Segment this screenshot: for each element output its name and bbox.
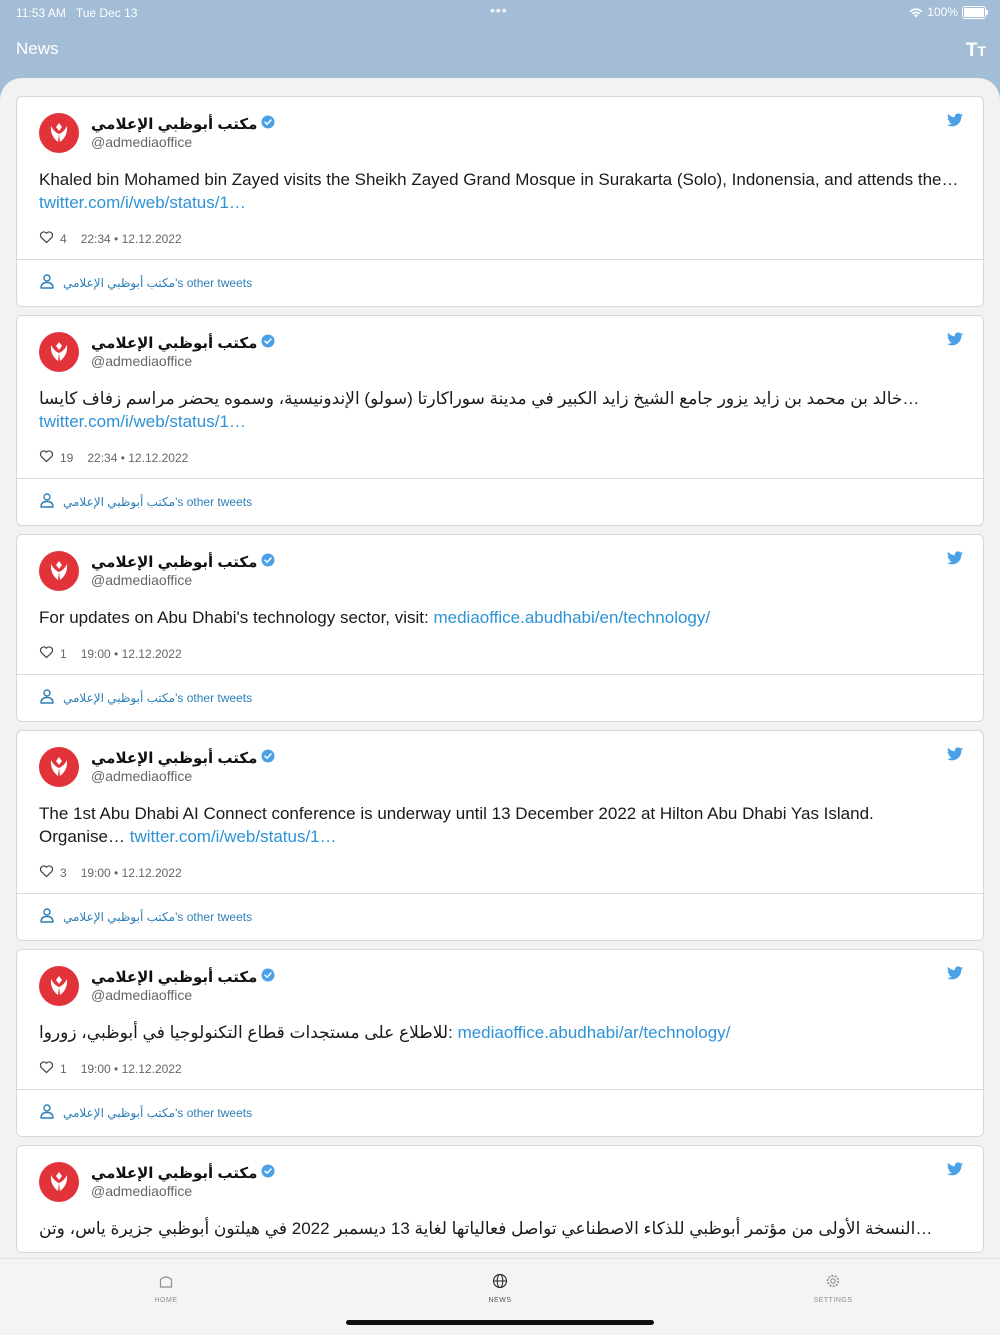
other-tweets-button[interactable] <box>17 259 983 306</box>
other-tweets-label: مكتب أبوظبي الإعلامي's other tweets <box>63 275 253 290</box>
tweet-text <box>39 1217 961 1240</box>
person-icon <box>39 492 55 511</box>
author-handle: @admediaoffice <box>91 768 193 785</box>
twitter-bird-icon[interactable] <box>947 966 963 985</box>
status-indicators <box>909 5 986 19</box>
content-sheet <box>0 78 1000 1334</box>
tweet-body[interactable] <box>17 535 983 674</box>
tweet-card[interactable] <box>16 534 984 722</box>
verified-badge-icon <box>261 968 275 987</box>
tweet-header <box>39 747 961 787</box>
battery-icon <box>962 6 986 19</box>
like-count: 19 <box>60 450 74 465</box>
author-handle: @admediaoffice <box>91 353 193 370</box>
like-count: 1 <box>60 1061 67 1076</box>
verified-badge-icon <box>261 1164 275 1183</box>
heart-outline-icon[interactable] <box>39 230 54 247</box>
tweet-meta <box>39 1060 961 1077</box>
tweet-timestamp: 19:00 • 12.12.2022 <box>80 865 182 880</box>
tweet-card[interactable] <box>16 730 984 941</box>
nav-bar <box>0 26 1000 78</box>
author-handle: @admediaoffice <box>91 1183 193 1200</box>
author-name: مكتب أبوظبي الإعلامي <box>91 968 275 987</box>
other-tweets-label: مكتب أبوظبي الإعلامي's other tweets <box>63 1105 253 1120</box>
tweet-link[interactable]: mediaoffice.abudhabi/ar/technology/ <box>457 1023 731 1042</box>
heart-outline-icon[interactable] <box>39 1060 54 1077</box>
battery-percent: 100% <box>927 5 958 19</box>
heart-outline-icon[interactable] <box>39 645 54 662</box>
author-handle: @admediaoffice <box>91 572 193 589</box>
wifi-icon <box>909 7 923 18</box>
other-tweets-button[interactable] <box>17 1089 983 1136</box>
tweet-text <box>39 1021 961 1044</box>
twitter-bird-icon[interactable] <box>947 551 963 570</box>
avatar[interactable] <box>39 113 79 153</box>
other-tweets-button[interactable] <box>17 893 983 940</box>
tweet-link[interactable]: twitter.com/i/web/status/1… <box>39 193 246 212</box>
tweet-meta <box>39 864 961 881</box>
tweet-header <box>39 966 961 1006</box>
person-icon <box>39 1103 55 1122</box>
gear-icon <box>825 1273 841 1289</box>
tab-settings[interactable] <box>773 1273 893 1304</box>
twitter-bird-icon[interactable] <box>947 747 963 766</box>
tweet-timestamp: 19:00 • 12.12.2022 <box>80 646 182 661</box>
verified-badge-icon <box>261 553 275 572</box>
tweet-text-content: For updates on Abu Dhabi's technology sector, visit: <box>39 608 429 627</box>
tweet-text-content: The 1st Abu Dhabi AI Connect conference is underway until 13 December 2022 at Hilton Abu Dhabi Yas Island. Organise… <box>39 804 874 846</box>
tweet-card[interactable] <box>16 315 984 526</box>
tweet-link[interactable]: mediaoffice.abudhabi/en/technology/ <box>433 608 711 627</box>
author-block <box>91 334 275 370</box>
other-tweets-label: مكتب أبوظبي الإعلامي's other tweets <box>63 909 253 924</box>
verified-badge-icon <box>261 115 275 134</box>
page-title: News <box>16 39 59 58</box>
tweet-header <box>39 1162 961 1202</box>
tweet-body[interactable] <box>17 950 983 1089</box>
tweet-text <box>39 606 961 629</box>
tab-home[interactable] <box>106 1273 226 1304</box>
tweet-header <box>39 551 961 591</box>
tweet-text-content: خالد بن محمد بن زايد يزور جامع الشيخ زايد الكبير في مدينة سوراكارتا (سولو) الإندونيسية، وسموه يحضر مراسم زفاف كايسا… <box>39 389 920 408</box>
heart-outline-icon[interactable] <box>39 449 54 466</box>
author-name: مكتب أبوظبي الإعلامي <box>91 334 275 353</box>
tweet-text <box>39 387 961 433</box>
tweet-meta <box>39 449 961 466</box>
status-bar <box>0 0 1000 26</box>
like-count: 4 <box>60 231 67 246</box>
other-tweets-button[interactable] <box>17 674 983 721</box>
heart-outline-icon[interactable] <box>39 864 54 881</box>
tweet-card[interactable] <box>16 1145 984 1253</box>
twitter-bird-icon[interactable] <box>947 1162 963 1181</box>
tweet-text-content: Khaled bin Mohamed bin Zayed visits the Sheikh Zayed Grand Mosque in Surakarta (Solo), Indonensia, and attends the… <box>39 170 959 189</box>
author-name: مكتب أبوظبي الإعلامي <box>91 115 275 134</box>
author-name: مكتب أبوظبي الإعلامي <box>91 553 275 572</box>
avatar[interactable] <box>39 747 79 787</box>
avatar[interactable] <box>39 332 79 372</box>
like-count: 3 <box>60 865 67 880</box>
tab-news-label: NEWS <box>488 1297 512 1304</box>
author-handle: @admediaoffice <box>91 987 193 1004</box>
tweet-text <box>39 802 961 848</box>
avatar[interactable] <box>39 966 79 1006</box>
person-icon <box>39 688 55 707</box>
other-tweets-label: مكتب أبوظبي الإعلامي's other tweets <box>63 690 253 705</box>
tweet-timestamp: 22:34 • 12.12.2022 <box>87 450 189 465</box>
author-handle: @admediaoffice <box>91 134 193 151</box>
other-tweets-label: مكتب أبوظبي الإعلامي's other tweets <box>63 494 253 509</box>
tab-settings-label: SETTINGS <box>813 1297 853 1304</box>
person-icon <box>39 273 55 292</box>
author-name: مكتب أبوظبي الإعلامي <box>91 1164 275 1183</box>
author-block <box>91 749 275 785</box>
tweet-header <box>39 113 961 153</box>
author-block <box>91 553 275 589</box>
tweet-card[interactable] <box>16 96 984 307</box>
author-block <box>91 968 275 1004</box>
tab-news[interactable] <box>440 1273 560 1304</box>
home-indicator[interactable] <box>346 1320 654 1325</box>
other-tweets-button[interactable] <box>17 478 983 525</box>
verified-badge-icon <box>261 334 275 353</box>
tweet-text-content: للاطلاع على مستجدات قطاع التكنولوجيا في أبوظبي، زوروا: <box>39 1023 453 1042</box>
avatar[interactable] <box>39 1162 79 1202</box>
home-icon <box>158 1273 174 1289</box>
tweet-link[interactable]: twitter.com/i/web/status/1… <box>39 412 246 431</box>
globe-icon <box>492 1273 508 1289</box>
tweet-card[interactable] <box>16 949 984 1137</box>
tweet-body[interactable] <box>17 731 983 893</box>
tweet-timestamp: 22:34 • 12.12.2022 <box>80 231 182 246</box>
multitasking-dots-icon[interactable]: ••• <box>490 2 508 18</box>
tweet-meta <box>39 645 961 662</box>
font-size-button[interactable]: TT <box>965 40 986 61</box>
verified-badge-icon <box>261 749 275 768</box>
tweet-body[interactable] <box>17 316 983 478</box>
author-block <box>91 1164 275 1200</box>
avatar[interactable] <box>39 551 79 591</box>
status-time: 11:53 AM Tue Dec 13 <box>16 6 138 20</box>
tweet-header <box>39 332 961 372</box>
person-icon <box>39 907 55 926</box>
tweet-text <box>39 168 961 214</box>
tweet-feed[interactable] <box>16 96 984 1261</box>
author-block <box>91 115 275 151</box>
tweet-body[interactable] <box>17 1146 983 1252</box>
like-count: 1 <box>60 646 67 661</box>
tweet-text-content: النسخة الأولى من مؤتمر أبوظبي للذكاء الاصطناعي تواصل فعالياتها لغاية 13 ديسمبر 2022 في هيلتون أبوظبي جزيرة ياس، وتن… <box>39 1219 933 1238</box>
tweet-timestamp: 19:00 • 12.12.2022 <box>80 1061 182 1076</box>
tab-home-label: HOME <box>154 1297 178 1304</box>
twitter-bird-icon[interactable] <box>947 113 963 132</box>
tweet-link[interactable]: twitter.com/i/web/status/1… <box>129 827 337 846</box>
tweet-meta <box>39 230 961 247</box>
tweet-body[interactable] <box>17 97 983 259</box>
author-name: مكتب أبوظبي الإعلامي <box>91 749 275 768</box>
twitter-bird-icon[interactable] <box>947 332 963 351</box>
